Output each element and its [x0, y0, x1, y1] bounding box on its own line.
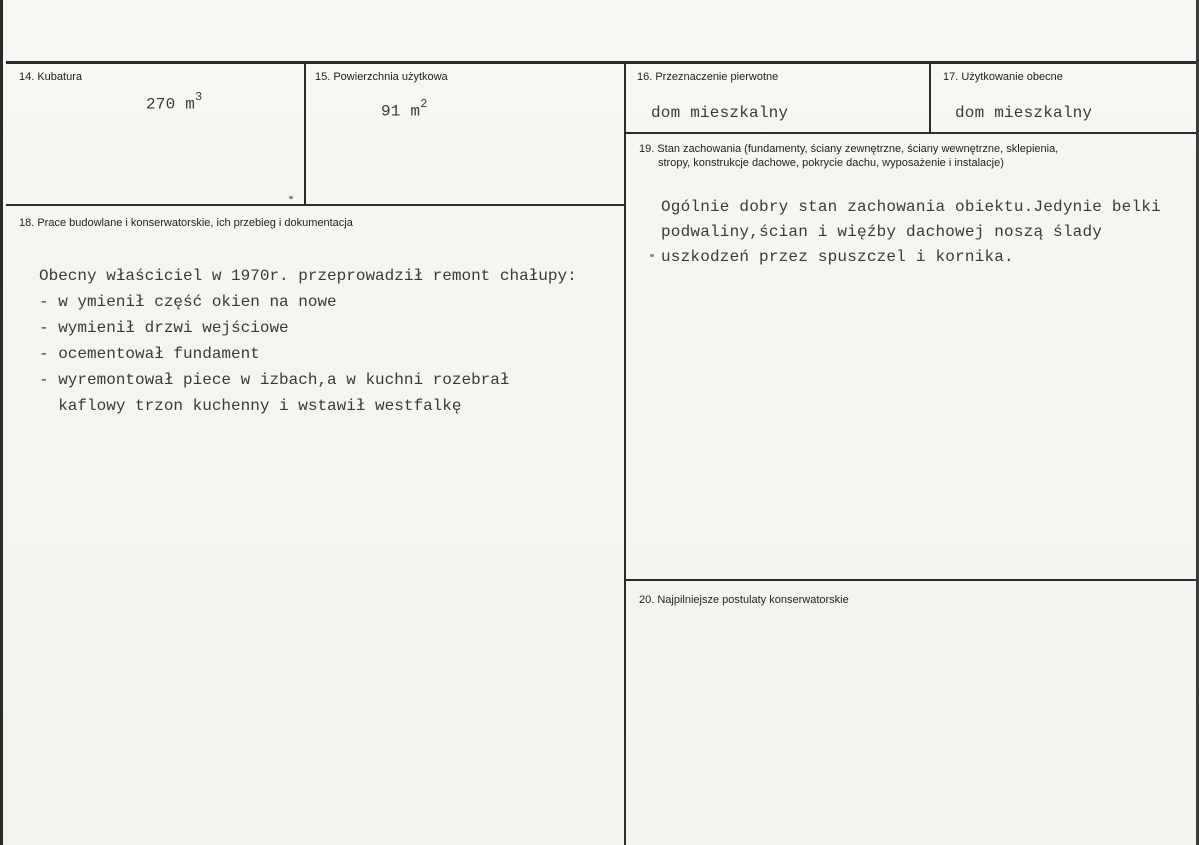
rule-below-14-15	[6, 204, 626, 206]
field-18-line-5: - wyremontował piece w izbach,a w kuchni rozebrał	[39, 371, 510, 389]
field-16-value: dom mieszkalny	[651, 104, 789, 122]
field-18-line-1: Obecny właściciel w 1970r. przeprowadził remont chałupy:	[39, 267, 577, 285]
field-17-label: 17. Użytkowanie obecne	[943, 71, 1063, 83]
field-18-line-3: - wymienił drzwi wejściowe	[39, 319, 289, 337]
scan-mark	[650, 254, 654, 257]
field-20-label: 20. Najpilniejsze postulaty konserwatorskie	[639, 594, 849, 606]
divider-center	[624, 63, 626, 845]
field-18-line-4: - ocementował fundament	[39, 345, 260, 363]
scan-mark	[289, 196, 293, 199]
field-19-line-3: uszkodzeń przez spuszczel i kornika.	[661, 248, 1014, 266]
field-18-label: 18. Prace budowlane i konserwatorskie, ich przebieg i dokumentacja	[19, 217, 353, 229]
rule-below-16-17	[624, 132, 1196, 134]
field-18-line-6: kaflowy trzon kuchenny i wstawił westfalkę	[39, 397, 462, 415]
field-18-line-2: - w ymienił część okien na nowe	[39, 293, 337, 311]
field-19-line-2: podwaliny,ścian i więźby dachowej noszą ślady	[661, 223, 1103, 241]
divider-16-17	[929, 63, 931, 133]
field-19-line-1: Ogólnie dobry stan zachowania obiektu.Jedynie belki	[661, 198, 1161, 216]
field-19-label-line-2: stropy, konstrukcje dachowe, pokrycie dachu, wyposażenie i instalacje)	[658, 157, 1004, 169]
field-14-value: 270 $m^3$	[146, 90, 203, 114]
rule-above-20	[624, 579, 1196, 581]
divider-14-15	[304, 63, 306, 206]
field-15-value: 91 $m^2$	[381, 97, 428, 121]
field-17-value: dom mieszkalny	[955, 104, 1093, 122]
field-15-label: 15. Powierzchnia użytkowa	[315, 71, 448, 83]
field-19-label-line-1: 19. Stan zachowania (fundamenty, ściany zewnętrzne, ściany wewnętrzne, sklepienia,	[639, 143, 1059, 155]
field-16-label: 16. Przeznaczenie pierwotne	[637, 71, 779, 83]
field-14-label: 14. Kubatura	[19, 71, 82, 83]
top-rule	[6, 61, 1196, 64]
